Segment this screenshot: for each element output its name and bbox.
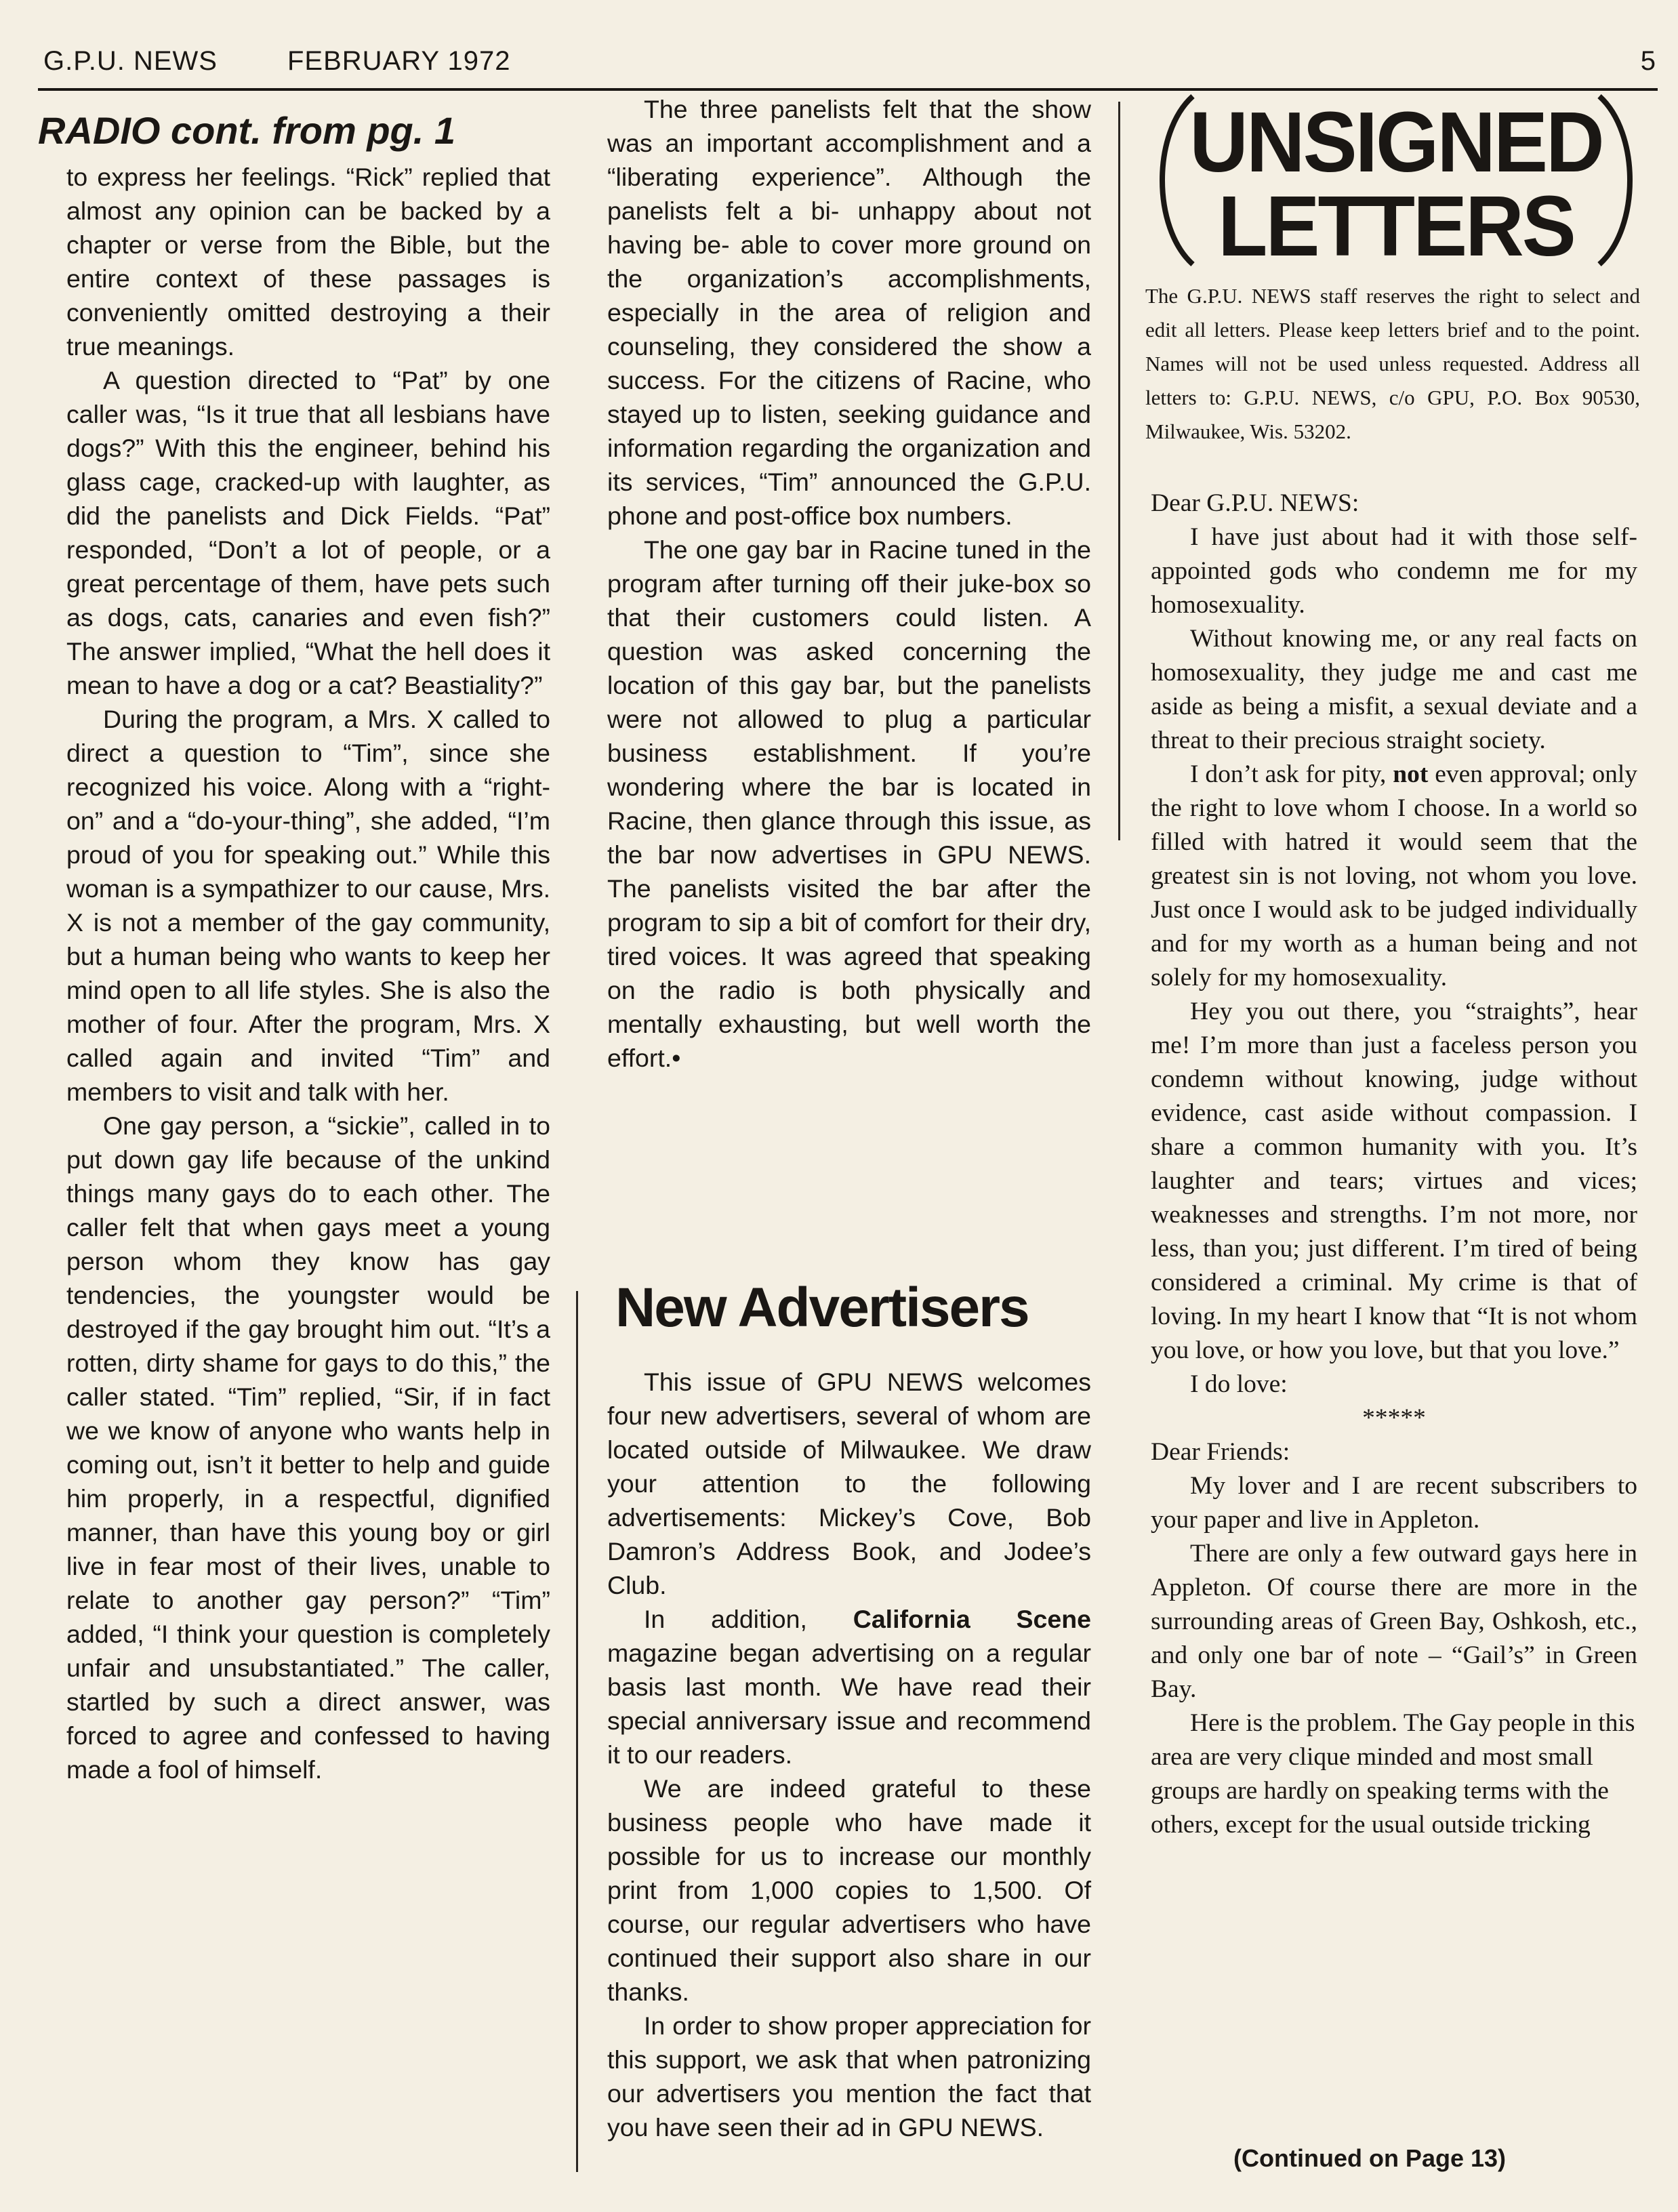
header-rule bbox=[38, 88, 1658, 91]
paper-name: G.P.U. NEWS bbox=[43, 46, 218, 76]
letter-paragraph: My lover and I are recent subscribers to your paper and live in Appleton. bbox=[1151, 1472, 1637, 1534]
letter-closing: I do love: bbox=[1190, 1370, 1288, 1398]
article-paragraph: The three panelists felt that the show was an important accomplishment and a “liberating experience”. Although the panelists felt a bi- unhappy about not having be- able to cover more ground on the organization’s accomplishments, especially in the area of religion and counseling, they considered the show a success. For the citizens of Racine, who stayed up to listen, seeking guidance and information regarding the organization and its services, “Tim” announced the G.P.U. phone and post-office box numbers. bbox=[607, 95, 1091, 530]
unsigned-letters-masthead bbox=[1145, 92, 1647, 274]
article-paragraph: One gay person, a “sickie”, called in to put down gay life because of the unkind things many gays do to each other. The caller felt that when gays meet a young person whom they know has gay tendencies, the youngster would be destroyed if the gay brought him out. “It’s a rotten, dirty shame for gays to do this,” the caller stated. “Tim” replied, “Sir, if in fact we we know of anyone who wants help in coming out, isn’t it better to help and guide him properly, in a respectful, dignified manner, than have this young boy or girl live in fear most of their lives, unable to relate to another gay person?” “Tim” added, “I think your question is completely unfair and unsubstantiated.” The caller, startled by such a direct answer, was forced to agree and confessed to having made a fool of himself. bbox=[66, 1111, 550, 1784]
continued-notice: (Continued on Page 13) bbox=[1233, 2144, 1507, 2172]
letter-salutation: Dear G.P.U. NEWS: bbox=[1151, 489, 1359, 517]
article-paragraph: In addition, California Scene magazine began advertising on a regular basis last month. We have read their special anniversary issue and recommend it to our readers. bbox=[607, 1605, 1091, 1769]
page-number: 5 bbox=[1640, 46, 1656, 76]
article-paragraph: In order to show proper appreciation for this support, we ask that when patronizing our advertisers you mention the fact that you have seen their ad in GPU NEWS. bbox=[607, 2011, 1091, 2142]
article-paragraph: This issue of GPU NEWS welcomes four new advertisers, several of whom are located outside of Milwaukee. We draw your attention to the following advertisements: Mickey’s Cove, Bob Damron’s Address Book, and Jodee’s Club. bbox=[607, 1368, 1091, 1599]
new-advertisers-article bbox=[607, 1365, 1091, 2144]
radio-article-column-2 bbox=[607, 92, 1091, 1075]
issue-date: FEBRUARY 1972 bbox=[287, 46, 511, 76]
masthead-title-line-2: LETTERS bbox=[1218, 178, 1574, 274]
running-head bbox=[43, 39, 1656, 87]
letter-paragraph: There are only a few outward gays here in Appleton. Of course there are more in the surrounding areas of Green Bay, Oshkosh, etc., and only one bar of note – “Gail’s” in Green Bay. bbox=[1151, 1540, 1637, 1703]
letters-policy-note: The G.P.U. NEWS staff reserves the right to select and edit all letters. Please keep letters brief and to the point. Names will not be used unless requested. Address all letters to: G.P.U. NEWS, c/o GPU, P.O. Box 90530, Milwaukee, Wis. 53202. bbox=[1145, 284, 1640, 443]
letter-separator: ***** bbox=[1362, 1404, 1426, 1432]
letter-paragraph: Here is the problem. The Gay people in this area are very clique minded and most small groups are hardly on speaking terms with the others, except for the usual outside tricking bbox=[1151, 1709, 1635, 1839]
column-rule-2 bbox=[1118, 102, 1120, 840]
letters-column bbox=[1151, 487, 1637, 1842]
letter-salutation: Dear Friends: bbox=[1151, 1438, 1290, 1466]
article-paragraph: A question directed to “Pat” by one caller was, “Is it true that all lesbians have dogs?” With this the engineer, behind his glass cage, cracked-up with laughter, as did the panelists and Dick Fields. “Pat” responded, “Don’t a lot of people, or a great percentage of them, have pets such as dogs, cats, canaries and even fish?” The answer implied, “What the hell does it mean to have a dog or a cat? Beastiality?” bbox=[66, 366, 550, 699]
magazine-name: California Scene bbox=[853, 1605, 1091, 1633]
article-paragraph: The one gay bar in Racine tuned in the program after turning off their juke-box so that their customers could listen. A question was asked concerning the location of this gay bar, but the panelists were not allowed to plug a particular business establishment. If you’re wondering where the bar is located in Racine, then glance through this issue, as the bar now advertises in GPU NEWS. The panelists visited the bar after the program to sip a bit of comfort for their dry, tired voices. It was agreed that speaking on the radio is both physically and mentally exhausting, but well worth the effort.• bbox=[607, 535, 1091, 1072]
letter-paragraph: Without knowing me, or any real facts on homosexuality, they judge me and cast me aside as being a misfit, a sexual deviate and a threat to their precious straight society. bbox=[1151, 625, 1637, 754]
article-paragraph: to express her feelings. “Rick” replied that almost any opinion can be backed by a chapter or verse from the Bible, but the entire context of these passages is conveniently omitted destroying a their true meanings. bbox=[66, 163, 550, 361]
letter-paragraph: I don’t ask for pity, not even approval; only the right to love whom I choose. In a world so filled with hatred it would seem that the greatest sin is not loving, not whom you love. Just once I would ask to be judged individually and for my worth as a human being and not solely for my homosexuality. bbox=[1151, 760, 1637, 991]
letter-paragraph: I have just about had it with those self-appointed gods who condemn me for my homosexuality. bbox=[1151, 523, 1637, 619]
article-paragraph: During the program, a Mrs. X called to direct a question to “Tim”, since she recognized his voice. Along with a “right-on” and a “do-your-thing”, she added, “I’m proud of you for speaking out.” While this woman is a sympathizer to our cause, Mrs. X is not a member of the gay community, but a human being who wants to keep her mind open to all life styles. She is also the mother of four. After the program, Mrs. X called again and invited “Tim” and members to visit and talk with her. bbox=[66, 705, 550, 1106]
column-rule-1 bbox=[576, 1291, 578, 2172]
new-advertisers-heading: New Advertisers bbox=[615, 1277, 1029, 1338]
letter-paragraph: Hey you out there, you “straights”, hear me! I’m more than just a faceless person you condemn without knowing, judge without evidence, cast aside without compassion. I share a common humanity with you. It’s laughter and tears; virtues and vices; weaknesses and strengths. I’m not more, nor less, than you; just different. I’m tired of being considered a criminal. My crime is that of loving. In my heart I know that “It is not whom you love, or how you love, but that you love.” bbox=[1151, 998, 1637, 1364]
radio-article-column-1 bbox=[66, 160, 550, 1786]
masthead-title-line-1: UNSIGNED bbox=[1189, 94, 1603, 190]
radio-continued-heading: RADIO cont. from pg. 1 bbox=[38, 109, 455, 152]
article-paragraph: We are indeed grateful to these business people who have made it possible for us to increase our monthly print from 1,000 copies to 1,500. Of course, our regular advertisers who have continued their support also share in our thanks. bbox=[607, 1774, 1091, 2006]
